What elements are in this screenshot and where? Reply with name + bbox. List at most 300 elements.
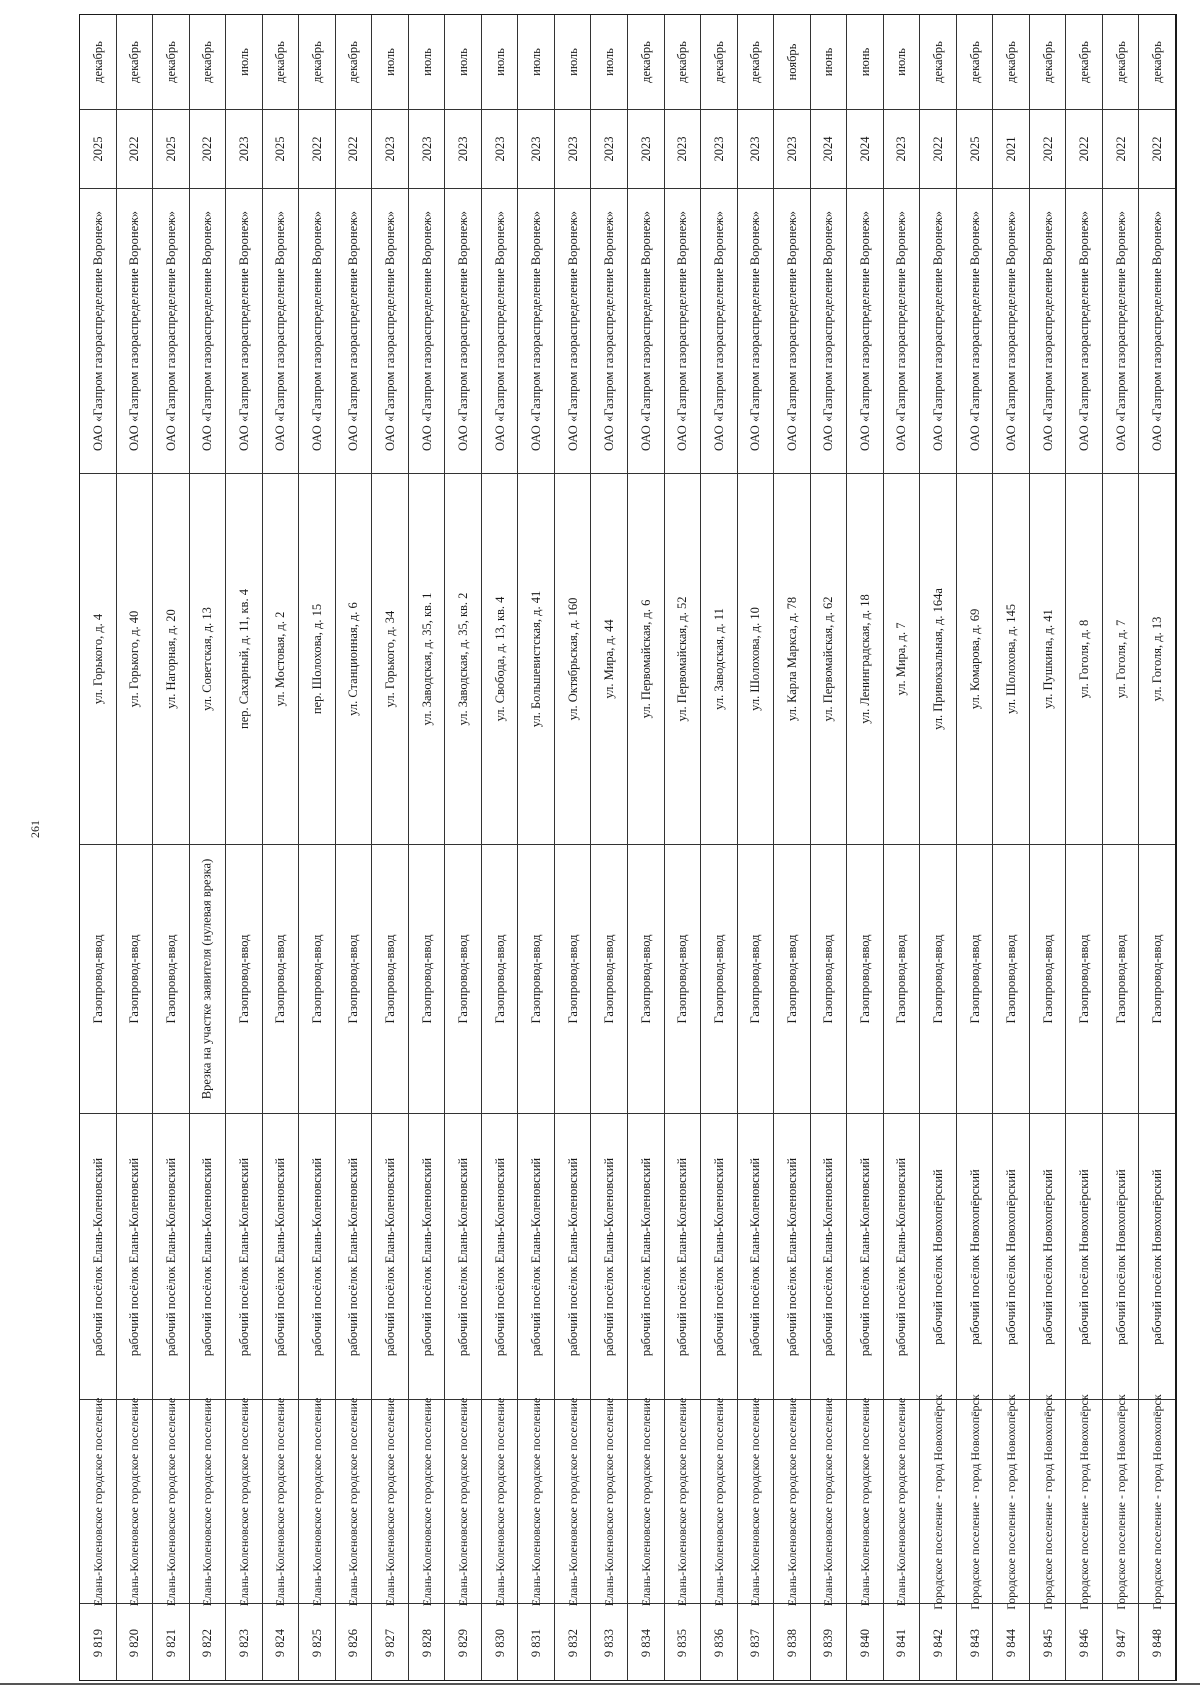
row-number-cell-text: 9 823 xyxy=(236,1628,251,1658)
table-row xyxy=(80,15,117,1680)
month-cell-text: декабрь xyxy=(1004,41,1019,83)
organization-cell xyxy=(117,189,153,474)
organization-cell-text: ОАО «Газпром газораспределение Воронеж» xyxy=(930,210,945,452)
month-cell-text: декабрь xyxy=(200,41,215,83)
month-cell-text: декабрь xyxy=(127,41,142,83)
municipality-cell-text: Городское поселение - город Новохопёрск xyxy=(1040,1393,1055,1610)
settlement-cell xyxy=(738,1114,774,1400)
municipality-cell xyxy=(591,1397,627,1606)
object-type-cell xyxy=(665,845,701,1114)
municipality-cell xyxy=(811,1397,847,1606)
address-cell-text: ул. Шолохова, д. 145 xyxy=(1004,604,1019,714)
year-cell xyxy=(190,110,226,189)
object-type-cell xyxy=(482,845,518,1114)
organization-cell-text: ОАО «Газпром газораспределение Воронеж» xyxy=(529,210,544,452)
year-cell xyxy=(628,110,664,189)
object-type-cell-text: Газопровод-ввод xyxy=(821,934,836,1024)
year-cell-text: 2025 xyxy=(967,136,982,162)
month-cell xyxy=(1066,15,1102,110)
month-cell xyxy=(518,15,554,110)
municipality-cell-text: Елань-Коленовское городское поселение xyxy=(309,1397,324,1606)
organization-cell-text: ОАО «Газпром газораспределение Воронеж» xyxy=(711,210,726,452)
organization-cell-text: ОАО «Газпром газораспределение Воронеж» xyxy=(602,210,617,452)
settlement-cell-text: рабочий посёлок Новохопёрский xyxy=(930,1168,945,1345)
month-cell-text: июль xyxy=(492,48,507,76)
address-cell xyxy=(263,474,299,845)
month-cell xyxy=(993,15,1029,110)
organization-cell xyxy=(591,189,627,474)
organization-cell-text: ОАО «Газпром газораспределение Воронеж» xyxy=(748,210,763,452)
month-cell xyxy=(847,15,883,110)
month-cell-text: июль xyxy=(383,48,398,76)
organization-cell xyxy=(701,189,737,474)
row-number-cell xyxy=(518,1604,554,1682)
month-cell-text: июль xyxy=(419,48,434,76)
settlement-cell xyxy=(774,1114,810,1400)
municipality-cell xyxy=(665,1397,701,1606)
organization-cell xyxy=(482,189,518,474)
row-number-cell-text: 9 846 xyxy=(1077,1628,1092,1658)
settlement-cell-text: рабочий посёлок Елань-Коленовский xyxy=(565,1157,580,1356)
object-type-cell xyxy=(701,845,737,1114)
year-cell xyxy=(1139,110,1175,189)
month-cell-text: ноябрь xyxy=(784,43,799,81)
organization-cell-text: ОАО «Газпром газораспределение Воронеж» xyxy=(1113,210,1128,452)
settlement-cell-text: рабочий посёлок Елань-Коленовский xyxy=(675,1157,690,1356)
municipality-cell xyxy=(117,1397,153,1606)
settlement-cell-text: рабочий посёлок Елань-Коленовский xyxy=(602,1157,617,1356)
address-cell-text: ул. Советская, д. 13 xyxy=(200,607,215,711)
row-number-cell xyxy=(1030,1604,1066,1682)
row-number-cell xyxy=(920,1604,956,1682)
row-number-cell-text: 9 838 xyxy=(784,1628,799,1658)
organization-cell xyxy=(993,189,1029,474)
address-cell xyxy=(372,474,408,845)
municipality-cell xyxy=(372,1397,408,1606)
settlement-cell xyxy=(518,1114,554,1400)
settlement-cell-text: рабочий посёлок Новохопёрский xyxy=(967,1168,982,1345)
municipality-cell-text: Елань-Коленовское городское поселение xyxy=(236,1397,251,1606)
scan-edge-line xyxy=(0,1683,1200,1685)
municipality-cell xyxy=(409,1397,445,1606)
object-type-cell xyxy=(226,845,262,1114)
address-cell xyxy=(920,474,956,845)
object-type-cell xyxy=(774,845,810,1114)
row-number-cell-text: 9 821 xyxy=(163,1628,178,1658)
organization-cell-text: ОАО «Газпром газораспределение Воронеж» xyxy=(273,210,288,452)
year-cell-text: 2025 xyxy=(163,136,178,162)
settlement-cell-text: рабочий посёлок Новохопёрский xyxy=(1150,1168,1165,1345)
municipality-cell-text: Елань-Коленовское городское поселение xyxy=(565,1397,580,1606)
address-cell-text: ул. Свобода, д. 13, кв. 4 xyxy=(492,596,507,722)
municipality-cell xyxy=(1103,1393,1139,1610)
row-number-cell-text: 9 830 xyxy=(492,1628,507,1658)
settlement-cell-text: рабочий посёлок Елань-Коленовский xyxy=(346,1157,361,1356)
month-cell-text: декабрь xyxy=(1040,41,1055,83)
object-type-cell-text: Газопровод-ввод xyxy=(127,934,142,1024)
row-number-cell xyxy=(1066,1604,1102,1682)
object-type-cell-text: Газопровод-ввод xyxy=(529,934,544,1024)
table-row xyxy=(774,15,811,1680)
settlement-cell xyxy=(884,1114,920,1400)
address-cell-text: ул. Октябрьская, д. 160 xyxy=(565,597,580,721)
settlement-cell xyxy=(701,1114,737,1400)
month-cell xyxy=(811,15,847,110)
row-number-cell-text: 9 829 xyxy=(456,1628,471,1658)
month-cell-text: июнь xyxy=(857,47,872,77)
object-type-cell xyxy=(920,845,956,1114)
year-cell xyxy=(591,110,627,189)
address-cell xyxy=(336,474,372,845)
row-number-cell-text: 9 833 xyxy=(602,1628,617,1658)
year-cell xyxy=(482,110,518,189)
municipality-cell-text: Городское поселение - город Новохопёрск xyxy=(1004,1393,1019,1610)
settlement-cell-text: рабочий посёлок Елань-Коленовский xyxy=(492,1157,507,1356)
address-cell xyxy=(409,474,445,845)
year-cell-text: 2023 xyxy=(602,136,617,162)
object-type-cell-text: Газопровод-ввод xyxy=(309,934,324,1024)
object-type-cell xyxy=(1103,845,1139,1114)
year-cell-text: 2022 xyxy=(346,136,361,162)
year-cell-text: 2022 xyxy=(930,136,945,162)
row-number-cell xyxy=(701,1604,737,1682)
row-number-cell xyxy=(445,1604,481,1682)
address-cell-text: ул. Гоголя, д. 7 xyxy=(1113,619,1128,699)
table-row xyxy=(591,15,628,1680)
organization-cell-text: ОАО «Газпром газораспределение Воронеж» xyxy=(784,210,799,452)
month-cell-text: декабрь xyxy=(1113,41,1128,83)
row-number-cell-text: 9 848 xyxy=(1150,1628,1165,1658)
row-number-cell xyxy=(774,1604,810,1682)
organization-cell xyxy=(299,189,335,474)
month-cell-text: июль xyxy=(236,48,251,76)
municipality-cell xyxy=(1030,1393,1066,1610)
organization-cell xyxy=(372,189,408,474)
organization-cell xyxy=(738,189,774,474)
settlement-cell-text: рабочий посёлок Елань-Коленовский xyxy=(857,1157,872,1356)
row-number-cell-text: 9 845 xyxy=(1040,1628,1055,1658)
address-cell-text: ул. Горького, д. 34 xyxy=(383,610,398,708)
row-number-cell-text: 9 828 xyxy=(419,1628,434,1658)
year-cell xyxy=(555,110,591,189)
year-cell-text: 2023 xyxy=(456,136,471,162)
table-row xyxy=(190,15,227,1680)
settlement-cell-text: рабочий посёлок Елань-Коленовский xyxy=(163,1157,178,1356)
municipality-cell xyxy=(80,1397,116,1606)
table-row xyxy=(738,15,775,1680)
table-row xyxy=(409,15,446,1680)
settlement-cell xyxy=(80,1114,116,1400)
object-type-cell xyxy=(518,845,554,1114)
organization-cell xyxy=(1103,189,1139,474)
address-cell-text: ул. Мира, д. 7 xyxy=(894,622,909,696)
month-cell xyxy=(153,15,189,110)
object-type-cell-text: Газопровод-ввод xyxy=(163,934,178,1024)
month-cell-text: июль xyxy=(602,48,617,76)
row-number-cell xyxy=(1139,1604,1175,1682)
month-cell xyxy=(80,15,116,110)
object-type-cell xyxy=(1139,845,1175,1114)
row-number-cell-text: 9 841 xyxy=(894,1628,909,1658)
address-cell xyxy=(591,474,627,845)
address-cell xyxy=(701,474,737,845)
address-cell-text: ул. Привокзальная, д. 164а xyxy=(930,588,945,730)
settlement-cell xyxy=(628,1114,664,1400)
municipality-cell xyxy=(1139,1393,1175,1610)
settlement-cell xyxy=(409,1114,445,1400)
address-cell xyxy=(1139,474,1175,845)
table-row xyxy=(445,15,482,1680)
address-cell xyxy=(80,474,116,845)
address-cell-text: ул. Пушкина, д. 41 xyxy=(1040,609,1055,709)
organization-cell xyxy=(1139,189,1175,474)
object-type-cell-text: Газопровод-ввод xyxy=(1113,934,1128,1024)
month-cell-text: июнь xyxy=(821,47,836,77)
settlement-cell xyxy=(336,1114,372,1400)
table-row xyxy=(153,15,190,1680)
object-type-cell-text: Врезка на участке заявителя (нулевая врезка) xyxy=(199,858,214,1100)
year-cell xyxy=(117,110,153,189)
municipality-cell xyxy=(482,1397,518,1606)
settlement-cell-text: рабочий посёлок Елань-Коленовский xyxy=(273,1157,288,1356)
address-cell-text: ул. Горького, д. 4 xyxy=(90,613,105,705)
organization-cell-text: ОАО «Газпром газораспределение Воронеж» xyxy=(894,210,909,452)
row-number-cell-text: 9 844 xyxy=(1004,1628,1019,1658)
organization-cell xyxy=(153,189,189,474)
object-type-cell-text: Газопровод-ввод xyxy=(565,934,580,1024)
year-cell xyxy=(774,110,810,189)
object-type-cell xyxy=(555,845,591,1114)
row-number-cell-text: 9 840 xyxy=(857,1628,872,1658)
municipality-cell-text: Елань-Коленовское городское поселение xyxy=(346,1397,361,1606)
month-cell-text: декабрь xyxy=(967,41,982,83)
address-cell-text: ул. Гоголя, д. 8 xyxy=(1077,619,1092,699)
organization-cell xyxy=(555,189,591,474)
municipality-cell-text: Елань-Коленовское городское поселение xyxy=(90,1397,105,1606)
settlement-cell xyxy=(1103,1114,1139,1400)
address-cell xyxy=(555,474,591,845)
object-type-cell xyxy=(1066,845,1102,1114)
table-row xyxy=(117,15,154,1680)
month-cell xyxy=(1103,15,1139,110)
object-type-cell-text: Газопровод-ввод xyxy=(236,934,251,1024)
settlement-cell-text: рабочий посёлок Елань-Коленовский xyxy=(638,1157,653,1356)
year-cell-text: 2023 xyxy=(711,136,726,162)
municipality-cell-text: Елань-Коленовское городское поселение xyxy=(419,1397,434,1606)
object-type-cell-text: Газопровод-ввод xyxy=(456,934,471,1024)
row-number-cell-text: 9 832 xyxy=(565,1628,580,1658)
organization-cell xyxy=(518,189,554,474)
settlement-cell xyxy=(117,1114,153,1400)
row-number-cell xyxy=(993,1604,1029,1682)
settlement-cell xyxy=(957,1114,993,1400)
object-type-cell xyxy=(336,845,372,1114)
object-type-cell xyxy=(1030,845,1066,1114)
year-cell xyxy=(263,110,299,189)
object-type-cell-text: Газопровод-ввод xyxy=(894,934,909,1024)
object-type-cell-text: Газопровод-ввод xyxy=(419,934,434,1024)
month-cell-text: декабрь xyxy=(711,41,726,83)
row-number-cell xyxy=(847,1604,883,1682)
year-cell xyxy=(80,110,116,189)
address-cell-text: ул. Комарова, д. 69 xyxy=(967,608,982,710)
month-cell xyxy=(299,15,335,110)
address-cell-text: ул. Мира, д. 44 xyxy=(602,619,617,699)
year-cell xyxy=(920,110,956,189)
settlement-cell xyxy=(993,1114,1029,1400)
month-cell-text: июль xyxy=(456,48,471,76)
municipality-cell-text: Городское поселение - город Новохопёрск xyxy=(1113,1393,1128,1610)
row-number-cell xyxy=(372,1604,408,1682)
object-type-cell-text: Газопровод-ввод xyxy=(930,934,945,1024)
page-number: 261 xyxy=(28,820,42,838)
settlement-cell-text: рабочий посёлок Елань-Коленовский xyxy=(309,1157,324,1356)
month-cell xyxy=(957,15,993,110)
municipality-cell xyxy=(701,1397,737,1606)
row-number-cell xyxy=(117,1604,153,1682)
object-type-cell-text: Газопровод-ввод xyxy=(383,934,398,1024)
year-cell-text: 2023 xyxy=(565,136,580,162)
object-type-cell-text: Газопровод-ввод xyxy=(784,934,799,1024)
municipality-cell xyxy=(628,1397,664,1606)
address-cell xyxy=(628,474,664,845)
settlement-cell xyxy=(665,1114,701,1400)
organization-cell-text: ОАО «Газпром газораспределение Воронеж» xyxy=(1150,210,1165,452)
organization-cell xyxy=(336,189,372,474)
month-cell xyxy=(190,15,226,110)
organization-cell-text: ОАО «Газпром газораспределение Воронеж» xyxy=(1040,210,1055,452)
month-cell-text: июль xyxy=(565,48,580,76)
address-cell-text: пер. Шолохова, д. 15 xyxy=(309,603,324,715)
address-cell xyxy=(153,474,189,845)
month-cell xyxy=(555,15,591,110)
organization-cell xyxy=(409,189,445,474)
settlement-cell-text: рабочий посёлок Елань-Коленовский xyxy=(821,1157,836,1356)
organization-cell-text: ОАО «Газпром газораспределение Воронеж» xyxy=(127,210,142,452)
municipality-cell-text: Елань-Коленовское городское поселение xyxy=(273,1397,288,1606)
settlement-cell-text: рабочий посёлок Елань-Коленовский xyxy=(200,1157,215,1356)
settlement-cell xyxy=(299,1114,335,1400)
table-row xyxy=(226,15,263,1680)
object-type-cell-text: Газопровод-ввод xyxy=(1077,934,1092,1024)
month-cell-text: декабрь xyxy=(309,41,324,83)
organization-cell-text: ОАО «Газпром газораспределение Воронеж» xyxy=(638,210,653,452)
month-cell xyxy=(445,15,481,110)
municipality-cell xyxy=(518,1397,554,1606)
month-cell-text: декабрь xyxy=(163,41,178,83)
organization-cell-text: ОАО «Газпром газораспределение Воронеж» xyxy=(821,210,836,452)
address-cell-text: ул. Первомайская, д. 6 xyxy=(638,599,653,719)
row-number-cell xyxy=(299,1604,335,1682)
municipality-cell-text: Елань-Коленовское городское поселение xyxy=(784,1397,799,1606)
object-type-cell xyxy=(811,845,847,1114)
organization-cell-text: ОАО «Газпром газораспределение Воронеж» xyxy=(346,210,361,452)
table-row xyxy=(811,15,848,1680)
municipality-cell-text: Городское поселение - город Новохопёрск xyxy=(1077,1393,1092,1610)
row-number-cell xyxy=(153,1604,189,1682)
row-number-cell-text: 9 834 xyxy=(638,1628,653,1658)
gas-pipeline-table xyxy=(79,14,1177,1681)
month-cell xyxy=(701,15,737,110)
year-cell-text: 2022 xyxy=(1150,136,1165,162)
municipality-cell xyxy=(920,1393,956,1610)
organization-cell xyxy=(920,189,956,474)
year-cell xyxy=(409,110,445,189)
municipality-cell-text: Елань-Коленовское городское поселение xyxy=(821,1397,836,1606)
table-row xyxy=(847,15,884,1680)
year-cell-text: 2024 xyxy=(857,136,872,162)
row-number-cell-text: 9 820 xyxy=(127,1628,142,1658)
year-cell xyxy=(993,110,1029,189)
object-type-cell xyxy=(372,845,408,1114)
year-cell xyxy=(957,110,993,189)
organization-cell xyxy=(1030,189,1066,474)
municipality-cell-text: Елань-Коленовское городское поселение xyxy=(857,1397,872,1606)
settlement-cell xyxy=(1030,1114,1066,1400)
settlement-cell-text: рабочий посёлок Новохопёрский xyxy=(1113,1168,1128,1345)
year-cell xyxy=(1030,110,1066,189)
settlement-cell-text: рабочий посёлок Елань-Коленовский xyxy=(894,1157,909,1356)
address-cell xyxy=(226,474,262,845)
municipality-cell xyxy=(445,1397,481,1606)
address-cell xyxy=(957,474,993,845)
municipality-cell-text: Елань-Коленовское городское поселение xyxy=(748,1397,763,1606)
row-number-cell xyxy=(482,1604,518,1682)
municipality-cell-text: Елань-Коленовское городское поселение xyxy=(638,1397,653,1606)
object-type-cell xyxy=(299,845,335,1114)
month-cell-text: декабрь xyxy=(273,41,288,83)
settlement-cell-text: рабочий посёлок Новохопёрский xyxy=(1040,1168,1055,1345)
year-cell xyxy=(372,110,408,189)
municipality-cell xyxy=(738,1397,774,1606)
address-cell xyxy=(665,474,701,845)
settlement-cell-text: рабочий посёлок Новохопёрский xyxy=(1004,1168,1019,1345)
year-cell-text: 2023 xyxy=(784,136,799,162)
address-cell xyxy=(445,474,481,845)
object-type-cell-text: Газопровод-ввод xyxy=(602,934,617,1024)
organization-cell xyxy=(445,189,481,474)
address-cell xyxy=(993,474,1029,845)
object-type-cell xyxy=(80,845,116,1114)
organization-cell-text: ОАО «Газпром газораспределение Воронеж» xyxy=(236,210,251,452)
object-type-cell-text: Газопровод-ввод xyxy=(1004,934,1019,1024)
settlement-cell xyxy=(811,1114,847,1400)
row-number-cell xyxy=(336,1604,372,1682)
month-cell-text: декабрь xyxy=(346,41,361,83)
month-cell xyxy=(482,15,518,110)
object-type-cell-text: Газопровод-ввод xyxy=(748,934,763,1024)
object-type-cell-text: Газопровод-ввод xyxy=(711,934,726,1024)
object-type-cell xyxy=(628,845,664,1114)
municipality-cell-text: Городское поселение - город Новохопёрск xyxy=(1150,1393,1165,1610)
month-cell-text: декабрь xyxy=(638,41,653,83)
address-cell-text: ул. Первомайская, д. 62 xyxy=(821,596,836,722)
month-cell-text: декабрь xyxy=(90,41,105,83)
address-cell xyxy=(518,474,554,845)
object-type-cell-text: Газопровод-ввод xyxy=(967,934,982,1024)
settlement-cell-text: рабочий посёлок Елань-Коленовский xyxy=(456,1157,471,1356)
municipality-cell-text: Елань-Коленовское городское поселение xyxy=(894,1397,909,1606)
year-cell-text: 2023 xyxy=(492,136,507,162)
municipality-cell xyxy=(190,1397,226,1606)
table-row xyxy=(1030,15,1067,1680)
object-type-cell xyxy=(190,845,226,1114)
municipality-cell xyxy=(957,1393,993,1610)
month-cell xyxy=(409,15,445,110)
organization-cell xyxy=(80,189,116,474)
organization-cell-text: ОАО «Газпром газораспределение Воронеж» xyxy=(675,210,690,452)
table-row xyxy=(555,15,592,1680)
